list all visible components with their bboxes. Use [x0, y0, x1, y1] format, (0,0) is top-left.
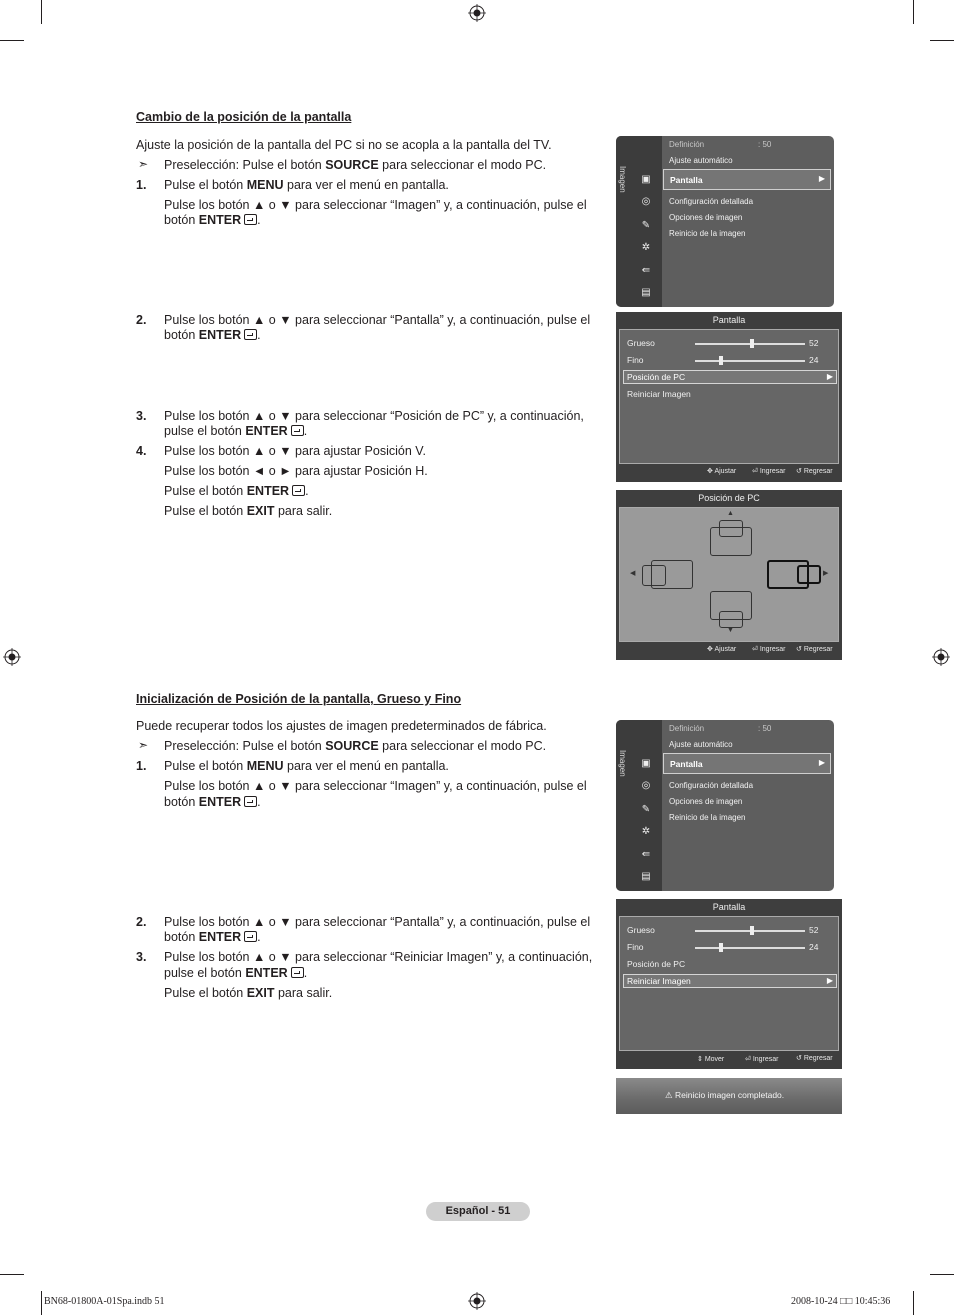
section2-step1-b: Pulse los botón ▲ o ▼ para seleccionar “Imagen” y, a continuación, pulse el	[164, 779, 587, 793]
step-number: 3.	[136, 409, 147, 423]
crop-mark	[0, 40, 24, 41]
enter-icon	[244, 796, 257, 807]
fino-label: Fino	[627, 355, 644, 365]
picture-icon: ▣	[641, 174, 651, 185]
section2-intro: Puede recuperar todos los ajustes de imagen predeterminados de fábrica.	[136, 719, 547, 733]
footer-hint-ajustar: ✥ Ajustar	[707, 646, 737, 653]
notice-bar	[616, 1078, 842, 1114]
menu-item-reiniciar[interactable]: Reiniciar Imagen	[627, 389, 691, 399]
footer-hint-ingresar: ⏎ Ingresar	[752, 468, 786, 475]
channel-icon: ✎	[641, 804, 651, 815]
step-number: 1.	[136, 178, 147, 192]
setup-icon: ✲	[641, 826, 651, 837]
section2-step2: Pulse los botón ▲ o ▼ para seleccionar “Pantalla” y, a continuación, pulse el	[164, 915, 591, 929]
section1-intro: Ajuste la posición de la pantalla del PC si no se acopla a la pantalla del TV.	[136, 138, 552, 152]
menu-item-pantalla[interactable]: Pantalla ▶	[663, 169, 831, 190]
section1-step4-d: Pulse el botón EXIT para salir.	[164, 504, 333, 518]
enter-icon	[291, 425, 304, 436]
grueso-slider[interactable]	[695, 343, 805, 345]
menu-sidebar	[616, 720, 662, 891]
setup-icon: ✲	[641, 242, 651, 253]
notice-message: ⚠ Reinicio imagen completado.	[665, 1090, 785, 1100]
imagen-menu-screen	[616, 720, 834, 891]
chevron-right-icon: ▶	[826, 976, 833, 985]
preset-arrow-icon: ➣	[138, 157, 149, 171]
panel-title: Pantalla	[712, 902, 746, 912]
slider-knob[interactable]	[719, 943, 723, 952]
application-icon: ▤	[641, 287, 651, 298]
panel-body	[619, 916, 839, 1051]
crop-mark	[913, 1291, 914, 1315]
menu-item-definicion: Definición	[669, 724, 705, 733]
slider-knob[interactable]	[750, 926, 754, 935]
footer-hint-ajustar: ✥ Ajustar	[707, 468, 737, 475]
position-diagram	[619, 507, 839, 642]
section2-step1-b2: botón ENTER .	[164, 795, 261, 809]
crop-mark	[41, 0, 42, 24]
step-number: 2.	[136, 915, 147, 929]
section1-preset: Preselección: Pulse el botón SOURCE para seleccionar el modo PC.	[164, 158, 547, 172]
section1-step1-b2: botón ENTER .	[164, 213, 261, 227]
menu-item-definicion: Definición	[669, 140, 705, 149]
input-icon: ⇚	[641, 265, 651, 276]
page-number-badge: Español - 51	[426, 1202, 530, 1221]
fino-value: 24	[809, 355, 819, 365]
menu-item-opciones[interactable]: Opciones de imagen	[669, 213, 743, 222]
pantalla-panel	[616, 899, 842, 1069]
slider-knob[interactable]	[750, 339, 754, 348]
crop-mark	[930, 40, 954, 41]
sound-icon: ◎	[641, 196, 651, 207]
enter-icon	[292, 485, 305, 496]
channel-icon: ✎	[641, 220, 651, 231]
fino-slider[interactable]	[695, 360, 805, 362]
crop-mark	[0, 1274, 24, 1275]
imagen-menu-screen	[616, 136, 834, 307]
crop-mark	[41, 1291, 42, 1315]
crop-mark	[913, 0, 914, 24]
position-box-up-inner	[719, 520, 743, 537]
warning-icon: ⚠	[665, 1090, 673, 1100]
enter-icon	[244, 931, 257, 942]
print-date: 2008-10-24 □□ 10:45:36	[791, 1296, 891, 1307]
footer-hint-ingresar: ⏎ Ingresar	[745, 1056, 779, 1063]
footer-hint-regresar: ↺ Regresar	[796, 1055, 833, 1062]
registration-mark-icon	[468, 4, 486, 22]
section2-step1-a: Pulse el botón MENU para ver el menú en pantalla.	[164, 759, 449, 773]
grueso-label: Grueso	[627, 338, 655, 348]
menu-item-reinicio[interactable]: Reinicio de la imagen	[669, 229, 746, 238]
chevron-right-icon: ▶	[818, 174, 825, 183]
panel-body	[619, 329, 839, 464]
section1-step1-a: Pulse el botón MENU para ver el menú en pantalla.	[164, 178, 449, 192]
chevron-right-icon: ▶	[826, 372, 833, 381]
arrow-left-icon[interactable]: ◀	[630, 570, 636, 577]
position-box-left-inner	[642, 565, 666, 586]
menu-item-opciones[interactable]: Opciones de imagen	[669, 797, 743, 806]
arrow-up-icon[interactable]: ▲	[727, 510, 734, 517]
section2-step3: Pulse los botón ▲ o ▼ para seleccionar “Reiniciar Imagen” y, a continuación,	[164, 950, 593, 964]
menu-item-posicion-pc[interactable]: Posición de PC	[627, 959, 686, 969]
menu-sidebar	[616, 136, 662, 307]
picture-icon: ▣	[641, 758, 651, 769]
menu-item-ajuste[interactable]: Ajuste automático	[669, 740, 733, 749]
step-number: 3.	[136, 950, 147, 964]
crop-mark	[930, 1274, 954, 1275]
menu-item-reiniciar[interactable]: Reiniciar Imagen ▶	[623, 974, 837, 988]
section2-step2-b: botón ENTER .	[164, 930, 261, 944]
input-icon: ⇚	[641, 849, 651, 860]
menu-item-reinicio[interactable]: Reinicio de la imagen	[669, 813, 746, 822]
grueso-value: 52	[809, 925, 819, 935]
section1-step4-b: Pulse los botón ◄ o ► para ajustar Posición H.	[164, 464, 428, 478]
section2-step3-b: pulse el botón ENTER .	[164, 966, 308, 980]
fino-value: 24	[809, 942, 819, 952]
section1-step3-b: pulse el botón ENTER .	[164, 424, 308, 438]
arrow-right-icon[interactable]: ▶	[823, 570, 829, 577]
footer-hint-regresar: ↺ Regresar	[796, 468, 833, 475]
menu-item-definicion-value: : 50	[758, 140, 772, 149]
section2-step3-c: Pulse el botón EXIT para salir.	[164, 986, 333, 1000]
application-icon: ▤	[641, 871, 651, 882]
enter-icon	[244, 329, 257, 340]
step-number: 2.	[136, 313, 147, 327]
enter-icon	[291, 967, 304, 978]
grueso-value: 52	[809, 338, 819, 348]
section1-step1-b: Pulse los botón ▲ o ▼ para seleccionar “Imagen” y, a continuación, pulse el	[164, 198, 587, 212]
registration-mark-icon	[932, 648, 950, 666]
arrow-down-icon[interactable]: ▼	[727, 627, 734, 634]
chevron-right-icon: ▶	[818, 758, 825, 767]
pantalla-panel	[616, 312, 842, 482]
section1-step2: Pulse los botón ▲ o ▼ para seleccionar “Pantalla” y, a continuación, pulse el	[164, 313, 591, 327]
panel-title: Pantalla	[712, 315, 746, 325]
menu-item-config[interactable]: Configuración detallada	[669, 197, 754, 206]
section2-preset: Preselección: Pulse el botón SOURCE para seleccionar el modo PC.	[164, 739, 547, 753]
footer-hint-mover: ⇕ Mover	[697, 1056, 725, 1063]
sound-icon: ◎	[641, 780, 651, 791]
footer-hint-ingresar: ⏎ Ingresar	[752, 646, 786, 653]
slider-knob[interactable]	[719, 356, 723, 365]
menu-sidebar-label: Imagen	[618, 750, 627, 777]
menu-item-ajuste[interactable]: Ajuste automático	[669, 156, 733, 165]
fino-slider[interactable]	[695, 947, 805, 949]
menu-item-pantalla[interactable]: Pantalla ▶	[663, 753, 831, 774]
position-box-right-inner	[797, 565, 821, 584]
registration-mark-icon	[3, 648, 21, 666]
section1-heading: Cambio de la posición de la pantalla	[136, 110, 352, 124]
enter-icon	[244, 214, 257, 225]
section2-heading: Inicialización de Posición de la pantalla, Grueso y Fino	[136, 692, 462, 706]
position-box-down-inner	[719, 611, 743, 628]
grueso-label: Grueso	[627, 925, 655, 935]
section1-step4-a: Pulse los botón ▲ o ▼ para ajustar Posición V.	[164, 444, 426, 458]
menu-sidebar-label: Imagen	[618, 166, 627, 193]
footer-hint-regresar: ↺ Regresar	[796, 646, 833, 653]
step-number: 1.	[136, 759, 147, 773]
section1-step4-c: Pulse el botón ENTER .	[164, 484, 309, 498]
file-name: BN68-01800A-01Spa.indb 51	[44, 1296, 165, 1307]
step-number: 4.	[136, 444, 147, 458]
section1-step3: Pulse los botón ▲ o ▼ para seleccionar “Posición de PC” y, a continuación,	[164, 409, 584, 423]
posicion-panel	[616, 490, 842, 660]
fino-label: Fino	[627, 942, 644, 952]
panel-title: Posición de PC	[698, 493, 760, 503]
section1-step2-b: botón ENTER .	[164, 328, 261, 342]
menu-item-config[interactable]: Configuración detallada	[669, 781, 754, 790]
menu-item-posicion-pc[interactable]: Posición de PC ▶	[623, 370, 837, 384]
preset-arrow-icon: ➣	[138, 738, 149, 752]
registration-mark-icon	[468, 1292, 486, 1310]
grueso-slider[interactable]	[695, 930, 805, 932]
menu-item-definicion-value: : 50	[758, 724, 772, 733]
